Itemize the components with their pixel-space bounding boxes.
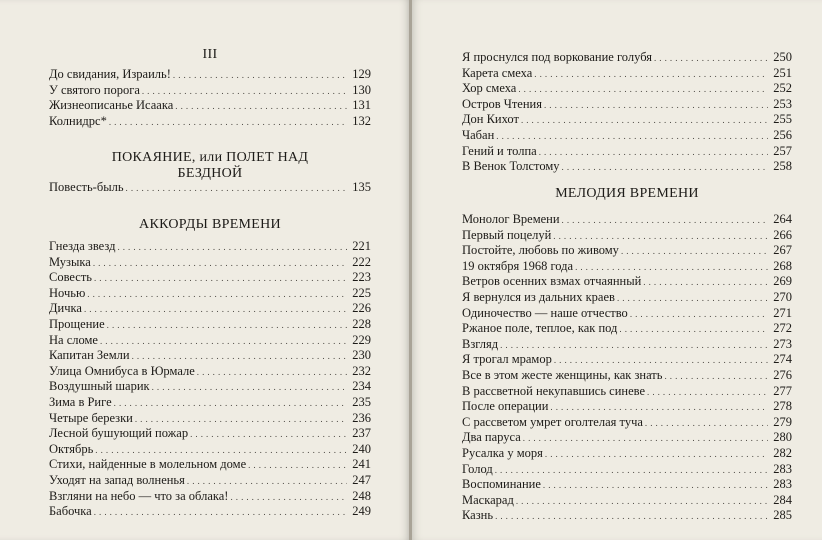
toc-entry-page: 240: [352, 441, 371, 456]
toc-leader-dots: [543, 477, 768, 494]
toc-leader-dots: [496, 128, 768, 145]
toc-leader-dots: [664, 368, 768, 385]
toc-entry-title: Казнь: [462, 508, 494, 523]
toc-leader-dots: [114, 395, 347, 412]
toc-entry-title: До свидания, Израиль!: [49, 67, 171, 81]
toc-leader-dots: [175, 98, 347, 115]
toc-entry: [462, 228, 792, 244]
toc-entry-title: Голод: [462, 461, 493, 476]
toc-entry: [462, 477, 792, 493]
toc-list-akkordy: [49, 239, 371, 520]
toc-entry: [49, 114, 371, 130]
toc-leader-dots: [554, 352, 768, 369]
toc-list-iii: [49, 67, 371, 129]
toc-entry: [49, 301, 371, 317]
toc-entry-title: Дичка: [49, 301, 82, 316]
toc-entry-title: У святого порога: [49, 82, 140, 97]
toc-entry-page: 249: [352, 504, 371, 519]
toc-entry-page: 251: [773, 65, 792, 80]
toc-entry-title: Я вернулся из дальних краев: [462, 289, 615, 304]
toc-entry-page: 267: [773, 243, 792, 258]
toc-entry-page: 223: [352, 270, 371, 285]
toc-entry: [49, 426, 371, 442]
toc-entry-title: Прощение: [49, 316, 105, 331]
section-heading-iii: III: [202, 47, 218, 62]
toc-leader-dots: [248, 457, 347, 474]
toc-leader-dots: [187, 473, 347, 490]
toc-entry: [49, 286, 371, 302]
toc-entry-title: Карета смеха: [462, 65, 533, 80]
toc-entry-title: Зима в Риге: [49, 394, 112, 409]
toc-leader-dots: [550, 399, 768, 416]
toc-entry-title: Русалка у моря: [462, 445, 543, 460]
toc-entry-page: 283: [773, 461, 792, 476]
toc-entry-page: 247: [352, 472, 371, 487]
toc-entry-page: 226: [352, 301, 371, 316]
toc-entry-title: Октябрь: [49, 441, 94, 456]
toc-leader-dots: [617, 290, 768, 307]
toc-entry-page: 282: [773, 445, 792, 460]
toc-entry-title: Колнидрс*: [49, 113, 107, 128]
toc-entry-title: Маскарад: [462, 492, 514, 507]
toc-entry-page: 225: [352, 285, 371, 300]
toc-leader-dots: [518, 81, 768, 98]
toc-leader-dots: [575, 259, 768, 276]
toc-entry-page: 229: [352, 332, 371, 347]
toc-leader-dots: [621, 243, 768, 260]
toc-leader-dots: [516, 493, 768, 510]
toc-entry: [462, 128, 792, 144]
toc-leader-dots: [93, 255, 347, 272]
toc-entry-title: Бабочка: [49, 504, 92, 519]
toc-leader-dots: [619, 321, 768, 338]
toc-entry: [462, 112, 792, 128]
toc-entry: [49, 180, 371, 196]
toc-entry-title: Первый поцелуй: [462, 227, 552, 242]
toc-entry-page: 279: [773, 414, 792, 429]
toc-leader-dots: [562, 212, 768, 229]
toc-entry-page: 129: [352, 67, 371, 81]
toc-entry-page: 283: [773, 477, 792, 492]
toc-entry-title: Жизнеописанье Исаака: [49, 98, 174, 113]
toc-entry: [49, 504, 371, 520]
toc-entry-title: Я трогал мрамор: [462, 352, 552, 367]
toc-leader-dots: [645, 415, 768, 432]
toc-entry: [462, 212, 792, 228]
toc-entry-title: Гений и толпа: [462, 143, 537, 158]
toc-leader-dots: [107, 317, 347, 334]
toc-entry: [49, 457, 371, 473]
toc-leader-dots: [534, 66, 768, 83]
toc-entry: [462, 508, 792, 524]
toc-entry-page: 241: [352, 457, 371, 472]
toc-entry: [462, 306, 792, 322]
toc-entry-title: Монолог Времени: [462, 212, 560, 226]
toc-leader-dots: [94, 270, 347, 287]
toc-leader-dots: [190, 426, 347, 443]
toc-entry-title: Дон Кихот: [462, 112, 519, 127]
toc-leader-dots: [100, 333, 347, 350]
toc-entry-title: Уходят на запад волненья: [49, 472, 185, 487]
toc-leader-dots: [495, 508, 768, 525]
toc-entry-title: Повесть-быль: [49, 180, 124, 194]
toc-entry-title: Остров Чтения: [462, 96, 542, 111]
toc-entry: [49, 317, 371, 333]
toc-entry: [462, 462, 792, 478]
toc-entry: [462, 97, 792, 113]
toc-entry-page: 268: [773, 258, 792, 273]
toc-entry-page: 252: [773, 81, 792, 96]
toc-leader-dots: [544, 97, 768, 114]
toc-leader-dots: [152, 379, 347, 396]
toc-entry-title: Чабан: [462, 127, 495, 142]
section-heading-pokayanie-line1: ПОКАЯНИЕ, или ПОЛЕТ НАД: [111, 150, 309, 165]
toc-leader-dots: [126, 180, 347, 197]
toc-entry-title: Я проснулся под воркование голубя: [462, 50, 652, 64]
toc-entry-title: Взгляд: [462, 336, 499, 351]
toc-entry-title: Хор смеха: [462, 81, 517, 96]
toc-entry-title: Улица Омнибуса в Юрмале: [49, 363, 195, 378]
toc-entry-page: 253: [773, 96, 792, 111]
toc-leader-dots: [94, 504, 347, 521]
toc-leader-dots: [521, 112, 768, 129]
toc-entry: [462, 66, 792, 82]
toc-entry: [49, 473, 371, 489]
toc-entry-title: В Венок Толстому: [462, 159, 560, 174]
toc-entry: [462, 446, 792, 462]
toc-entry-title: Одиночество — наше отчество: [462, 305, 628, 320]
toc-list-melodiya: [462, 212, 792, 524]
toc-leader-dots: [87, 286, 347, 303]
toc-entry-page: 130: [352, 82, 371, 97]
toc-entry-title: После операции: [462, 399, 549, 414]
toc-leader-dots: [142, 83, 347, 100]
toc-entry-title: 19 октября 1968 года: [462, 258, 574, 273]
toc-leader-dots: [539, 144, 768, 161]
toc-entry-title: Гнезда звезд: [49, 239, 116, 253]
toc-entry-title: Совесть: [49, 270, 92, 285]
toc-leader-dots: [135, 411, 347, 428]
toc-entry-title: В рассветной некупавшись синеве: [462, 383, 646, 398]
toc-entry-page: 222: [352, 254, 371, 269]
toc-entry: [49, 411, 371, 427]
toc-entry: [462, 144, 792, 160]
toc-entry-title: На сломе: [49, 332, 98, 347]
toc-leader-dots: [197, 364, 347, 381]
toc-entry: [49, 98, 371, 114]
toc-entry: [49, 395, 371, 411]
toc-entry-page: 271: [773, 305, 792, 320]
toc-entry-page: 269: [773, 274, 792, 289]
toc-entry: [49, 255, 371, 271]
toc-leader-dots: [109, 114, 347, 131]
toc-entry: [49, 333, 371, 349]
section-heading-pokayanie: [45, 150, 375, 182]
toc-entry-title: Воздушный шарик: [49, 379, 150, 394]
toc-entry-page: 276: [773, 367, 792, 382]
toc-entry: [49, 364, 371, 380]
toc-list-continued: [462, 50, 792, 175]
toc-entry-page: 248: [352, 488, 371, 503]
toc-leader-dots: [630, 306, 768, 323]
toc-leader-dots: [84, 301, 347, 318]
toc-entry: [462, 368, 792, 384]
toc-entry-page: 257: [773, 143, 792, 158]
toc-entry: [462, 243, 792, 259]
toc-entry: [462, 493, 792, 509]
toc-entry-title: Ночью: [49, 285, 86, 300]
toc-entry: [49, 379, 371, 395]
toc-entry-page: 234: [352, 379, 371, 394]
toc-entry-page: 255: [773, 112, 792, 127]
toc-entry-title: Постойте, любовь по живому: [462, 243, 619, 258]
toc-entry-title: Четыре березки: [49, 410, 133, 425]
toc-entry-page: 235: [352, 394, 371, 409]
toc-entry-page: 232: [352, 363, 371, 378]
toc-entry: [462, 290, 792, 306]
toc-entry: [462, 384, 792, 400]
toc-leader-dots: [132, 348, 347, 365]
toc-entry: [49, 270, 371, 286]
toc-entry-title: Взгляни на небо — что за облака!: [49, 488, 229, 503]
toc-entry-page: 272: [773, 321, 792, 336]
toc-entry-page: 228: [352, 316, 371, 331]
toc-leader-dots: [117, 239, 347, 256]
toc-entry-page: 135: [352, 180, 371, 194]
toc-leader-dots: [545, 446, 768, 463]
toc-entry: [462, 159, 792, 175]
right-page: [412, 0, 822, 540]
toc-entry-page: 221: [352, 239, 371, 253]
toc-entry-page: 230: [352, 348, 371, 363]
toc-entry-page: 273: [773, 336, 792, 351]
toc-entry: [49, 489, 371, 505]
toc-entry: [49, 442, 371, 458]
toc-entry-title: Ржаное поле, теплое, как под: [462, 321, 618, 336]
toc-leader-dots: [500, 337, 768, 354]
toc-leader-dots: [647, 384, 768, 401]
toc-entry-page: 270: [773, 289, 792, 304]
toc-entry-title: Ветров осенних взмах отчаянный: [462, 274, 642, 289]
toc-entry: [462, 274, 792, 290]
section-heading-akkordy: АККОРДЫ ВРЕМЕНИ: [139, 217, 281, 232]
toc-leader-dots: [553, 228, 768, 245]
toc-entry-title: Лесной бушующий пожар: [49, 426, 189, 441]
toc-entry-page: 285: [773, 508, 792, 523]
toc-entry-page: 236: [352, 410, 371, 425]
toc-entry-page: 284: [773, 492, 792, 507]
toc-entry-title: Два паруса: [462, 430, 521, 445]
toc-entry-title: Все в этом жесте женщины, как знать: [462, 367, 663, 382]
toc-entry-page: 264: [773, 212, 792, 226]
toc-entry: [462, 430, 792, 446]
toc-entry: [462, 337, 792, 353]
toc-entry: [49, 83, 371, 99]
toc-entry-title: Воспоминание: [462, 477, 541, 492]
toc-entry-title: Капитан Земли: [49, 348, 130, 363]
toc-entry-title: Музыка: [49, 254, 91, 269]
toc-entry: [462, 415, 792, 431]
toc-leader-dots: [654, 50, 768, 67]
section-heading-pokayanie-line2: БЕЗДНОЙ: [177, 166, 243, 181]
section-heading-melodiya: МЕЛОДИЯ ВРЕМЕНИ: [555, 186, 699, 201]
toc-entry: [462, 352, 792, 368]
toc-entry: [49, 67, 371, 83]
toc-leader-dots: [173, 67, 347, 84]
toc-entry-page: 250: [773, 50, 792, 64]
toc-leader-dots: [95, 442, 347, 459]
toc-entry-page: 132: [352, 113, 371, 128]
toc-entry: [49, 348, 371, 364]
toc-entry: [462, 321, 792, 337]
toc-entry-page: 266: [773, 227, 792, 242]
toc-list-pokayanie: [49, 180, 371, 196]
toc-entry-page: 256: [773, 127, 792, 142]
toc-entry: [462, 259, 792, 275]
toc-entry-page: 278: [773, 399, 792, 414]
toc-leader-dots: [643, 274, 768, 291]
toc-entry-page: 131: [352, 98, 371, 113]
toc-entry-page: 280: [773, 430, 792, 445]
toc-entry: [49, 239, 371, 255]
toc-entry-title: С рассветом умрет оголтелая туча: [462, 414, 643, 429]
toc-entry-page: 258: [773, 159, 792, 174]
toc-entry: [462, 81, 792, 97]
toc-entry-page: 237: [352, 426, 371, 441]
toc-entry-page: 274: [773, 352, 792, 367]
toc-leader-dots: [562, 159, 768, 176]
toc-entry-page: 277: [773, 383, 792, 398]
toc-entry: [462, 50, 792, 66]
toc-entry-title: Стихи, найденные в молельном доме: [49, 457, 247, 472]
toc-leader-dots: [523, 430, 768, 447]
toc-leader-dots: [230, 489, 347, 506]
toc-leader-dots: [495, 462, 768, 479]
left-page: [0, 0, 410, 540]
toc-entry: [462, 399, 792, 415]
